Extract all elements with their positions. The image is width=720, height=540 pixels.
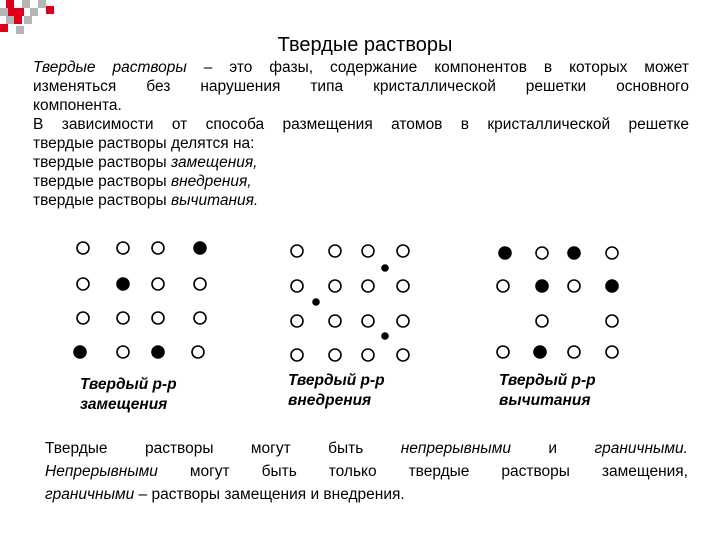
classification-line: В зависимости от способа размещения атомов в кристаллической решетке xyxy=(33,116,689,133)
definition-line: компонента. xyxy=(33,97,122,114)
decor-square xyxy=(6,0,14,8)
conclusion-text xyxy=(45,437,688,506)
decor-square xyxy=(0,24,8,32)
interstitial-lattice-icon xyxy=(291,245,409,361)
term: Твердые растворы xyxy=(33,59,187,76)
page-title: Твердые растворы xyxy=(277,34,453,56)
caption-subtraction: Твердый р-р вычитания xyxy=(499,372,596,409)
decor-square xyxy=(16,26,24,34)
decor-square xyxy=(22,0,30,8)
conclusion-line: Непрерывными могут быть только твердые растворы замещения, xyxy=(45,463,688,480)
decor-square xyxy=(14,0,22,8)
definition-line: изменяться без нарушения типа кристаллической решетки основного xyxy=(33,78,689,95)
decor-square xyxy=(0,8,8,16)
classification-item: твердые растворы замещения, xyxy=(33,154,258,171)
definition-line xyxy=(33,58,689,77)
classification-item: твердые растворы вычитания. xyxy=(33,192,259,209)
conclusion-line: Твердые растворы могут быть непрерывными и граничными. xyxy=(45,440,688,457)
conclusion-line: граничными – растворы замещения и внедрения. xyxy=(45,486,405,503)
subtraction-lattice-icon xyxy=(497,247,618,358)
decor-square xyxy=(6,16,14,24)
substitution-lattice-icon xyxy=(74,242,206,358)
decor-square xyxy=(14,16,22,24)
caption-interstitial: Твердый р-р внедрения xyxy=(288,372,385,409)
classification-item: твердые растворы внедрения, xyxy=(33,173,252,190)
caption-substitution: Твердый р-р замещения xyxy=(80,376,177,413)
decor-square xyxy=(24,16,32,24)
decor-square xyxy=(46,6,54,14)
classification-line: твердые растворы делятся на: xyxy=(33,135,255,152)
decor-square xyxy=(30,8,38,16)
decor-square xyxy=(8,8,16,16)
decor-square xyxy=(16,8,24,16)
decor-square xyxy=(38,0,46,8)
lattice-diagrams xyxy=(0,232,720,422)
intro-text xyxy=(33,58,689,210)
definition-text: – это фазы, содержание компонентов в которых может xyxy=(186,59,689,76)
